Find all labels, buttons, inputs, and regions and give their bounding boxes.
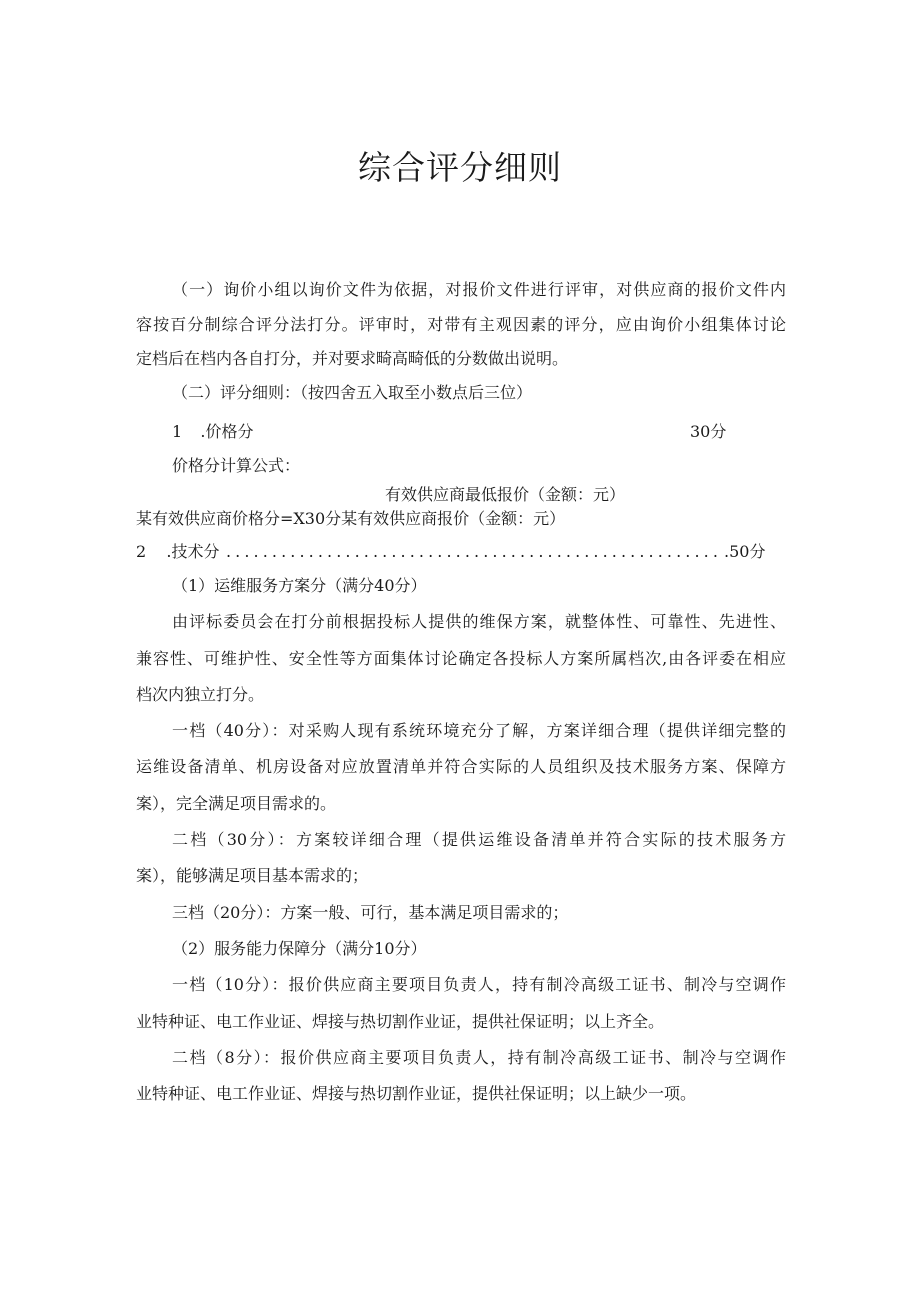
tech-heading: [136, 541, 219, 563]
tech-heading-number: 2: [136, 542, 147, 561]
sub1-tier1-line-1: 一档（40分）：对采购人现有系统环境充分了解，方案详细合理（提供详细完整的: [172, 721, 786, 740]
sub1-desc-line-2: 兼容性、可维护性、安全性等方面集体讨论确定各投标人方案所属档次,由各评委在相应: [136, 649, 786, 668]
sub2-tier1-line-2: 业特种证、电工作业证、焊接与热切割作业证，提供社保证明；以上齐全。: [136, 1012, 665, 1031]
sub2-tier2-line-2: 业特种证、电工作业证、焊接与热切割作业证，提供社保证明；以上缺少一项。: [136, 1084, 697, 1103]
criteria-intro: （二）评分细则：（按四舍五入取至小数点后三位）: [172, 383, 533, 402]
tech-heading-leader-dots: ......................................................: [226, 542, 723, 561]
price-heading: [172, 421, 253, 443]
sub1-desc-line-1: 由评标委员会在打分前根据投标人提供的维保方案，就整体性、可靠性、先进性、: [172, 612, 786, 631]
tech-heading-score: .50分: [724, 542, 766, 561]
sub1-tier1-line-2: 运维设备清单、机房设备对应放置清单并符合实际的人员组织及技术服务方案、保障方: [136, 757, 786, 776]
sub1-title: （1）运维服务方案分（满分40分）: [172, 576, 427, 595]
price-heading-number: 1: [172, 422, 183, 441]
sub2-tier1-line-1: 一档（10分）：报价供应商主要项目负责人，持有制冷高级工证书、制冷与空调作: [172, 975, 786, 994]
sub1-tier2-line-1: 二档（30分）：方案较详细合理（提供运维设备清单并符合实际的技术服务方: [172, 830, 786, 849]
price-formula-line: 某有效供应商价格分=X30分某有效供应商报价（金额：元）: [136, 509, 566, 528]
price-formula-label: 价格分计算公式：: [172, 456, 301, 475]
sub2-tier2-line-1: 二档（8分）：报价供应商主要项目负责人，持有制冷高级工证书、制冷与空调作: [172, 1048, 786, 1067]
tech-heading-label: .技术分: [166, 542, 220, 561]
price-heading-score: 30分: [690, 422, 727, 441]
intro-line-2: 容按百分制综合评分法打分。评审时，对带有主观因素的评分，应由询价小组集体讨论: [136, 315, 786, 334]
sub1-desc-line-3: 档次内独立打分。: [136, 685, 265, 704]
price-heading-label: .价格分: [200, 422, 254, 441]
sub1-tier3-line-1: 三档（20分）：方案一般、可行，基本满足项目需求的；: [172, 903, 569, 922]
intro-line-1: （一）询价小组以询价文件为依据，对报价文件进行评审，对供应商的报价文件内: [172, 280, 786, 299]
price-formula-numerator: 有效供应商最低报价（金额：元）: [385, 485, 626, 504]
intro-line-3: 定档后在档内各自打分，并对要求畸高畸低的分数做出说明。: [136, 349, 569, 368]
sub1-tier2-line-2: 案），能够满足项目基本需求的；: [136, 866, 369, 885]
sub2-title: （2）服务能力保障分（满分10分）: [172, 939, 427, 958]
page-title: 综合评分细则: [358, 148, 562, 187]
sub1-tier1-line-3: 案），完全满足项目需求的。: [136, 794, 337, 813]
